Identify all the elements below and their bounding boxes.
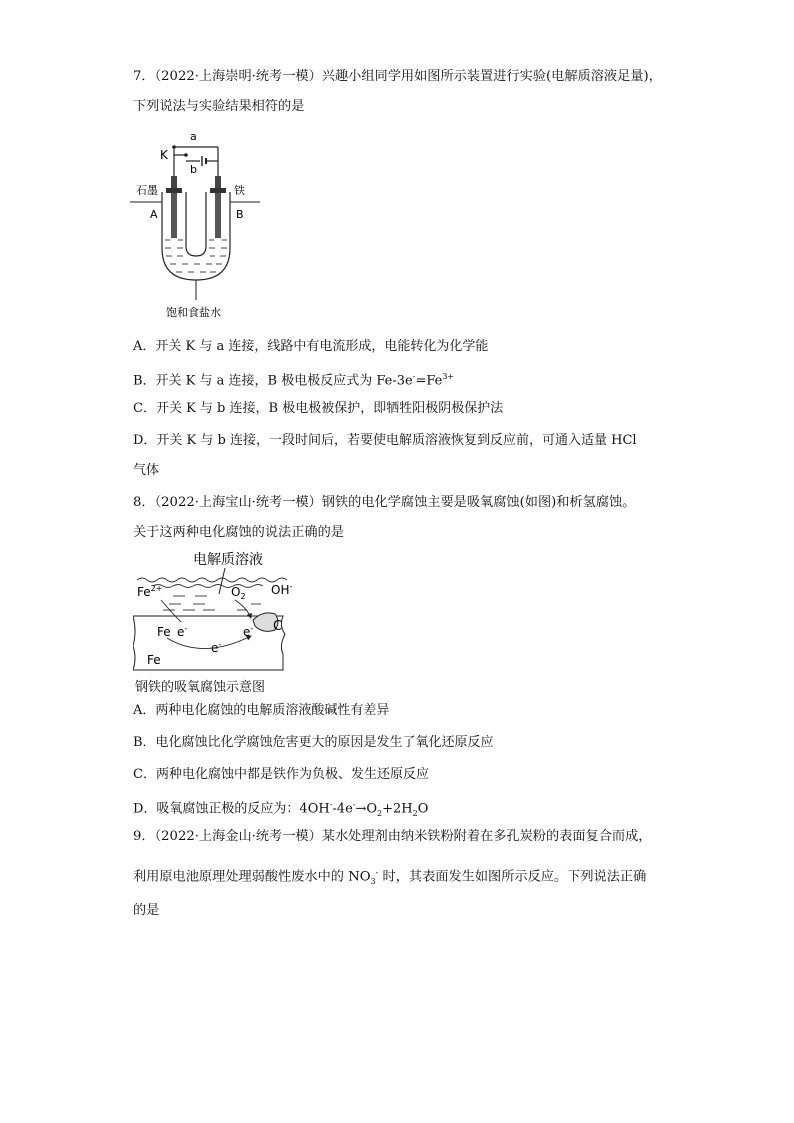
q8-option-d: D．吸氧腐蚀正极的反应为：$4OH^--4e^-\to O_2+2H_2O$ [133,800,429,818]
q8-stem-line2: 关于这两种电化腐蚀的说法正确的是 [133,525,344,540]
label-electron-1: e- [177,624,188,639]
label-c: C [273,619,283,634]
label-A: A [150,208,158,221]
q8-stem-line1: 8．（2022·上海宝山·统考一模）钢铁的电化学腐蚀主要是吸氧腐蚀(如图)和析氢腐蚀。 [133,495,636,510]
q7-stem-line1: 7．（2022·上海崇明·统考一模）兴趣小组同学用如图所示装置进行实验(电解质溶液足量)， [133,69,662,84]
label-fe2: $Fe^{2+}$ [137,584,163,599]
q8-option-a: A．两种电化腐蚀的电解质溶液酸碱性有差异 [133,703,390,718]
label-o2: $O_2$ [231,585,246,601]
q7-option-d-line1: D．开关 K 与 b 连接，一段时间后，若要使电解质溶液恢复到反应前，可通入适量 HCl [133,433,637,448]
label-iron: 铁 [234,184,245,197]
electrolysis-u-tube-figure [130,128,260,320]
label-electrolyte: 电解质溶液 [193,552,263,568]
q9-stem-line1: 9．（2022·上海金山·统考一模）某水处理剂由纳米铁粉附着在多孔炭粉的表面复合而成， [133,829,652,844]
oxygen-corrosion-figure [133,546,295,676]
q7-option-a: A．开关 K 与 a 连接，线路中有电流形成，电能转化为化学能 [133,339,489,354]
figure-caption: 饱和食盐水 [166,306,221,319]
label-fe-upper: Fe [157,625,171,639]
q7-option-c: C．开关 K 与 b 连接，B 极电极被保护，即牺牲阳极阴极保护法 [133,401,504,416]
label-electron-2: e- [211,640,222,655]
label-K: K [160,148,168,162]
label-electron-3: e- [243,624,254,639]
label-a: a [190,130,197,143]
label-b: b [190,163,197,176]
q8-option-c: C．两种电化腐蚀中都是铁作为负极、发生还原反应 [133,767,429,782]
q9-stem-line2: 利用原电池原理处理弱酸性废水中的 $NO_3^-$ 时，其表面发生如图所示反应。下列说法正确 [133,868,647,887]
label-graphite: 石墨 [136,184,158,197]
q7-stem-line2: 下列说法与实验结果相符的是 [133,99,305,114]
q8-figure-caption: 钢铁的吸氧腐蚀示意图 [135,680,266,695]
q7-option-d-line2: 气体 [133,463,160,478]
q9-stem-line3: 的是 [133,903,160,918]
label-oh: OH- [271,582,293,597]
label-B: B [236,208,244,221]
q7-option-b: B．开关 K 与 a 连接，B 极电极反应式为 $Fe-3e^-=Fe^{3+}$ [133,372,455,389]
label-fe-lower: Fe [147,653,161,667]
q8-option-b: B．电化腐蚀比化学腐蚀危害更大的原因是发生了氧化还原反应 [133,735,494,750]
